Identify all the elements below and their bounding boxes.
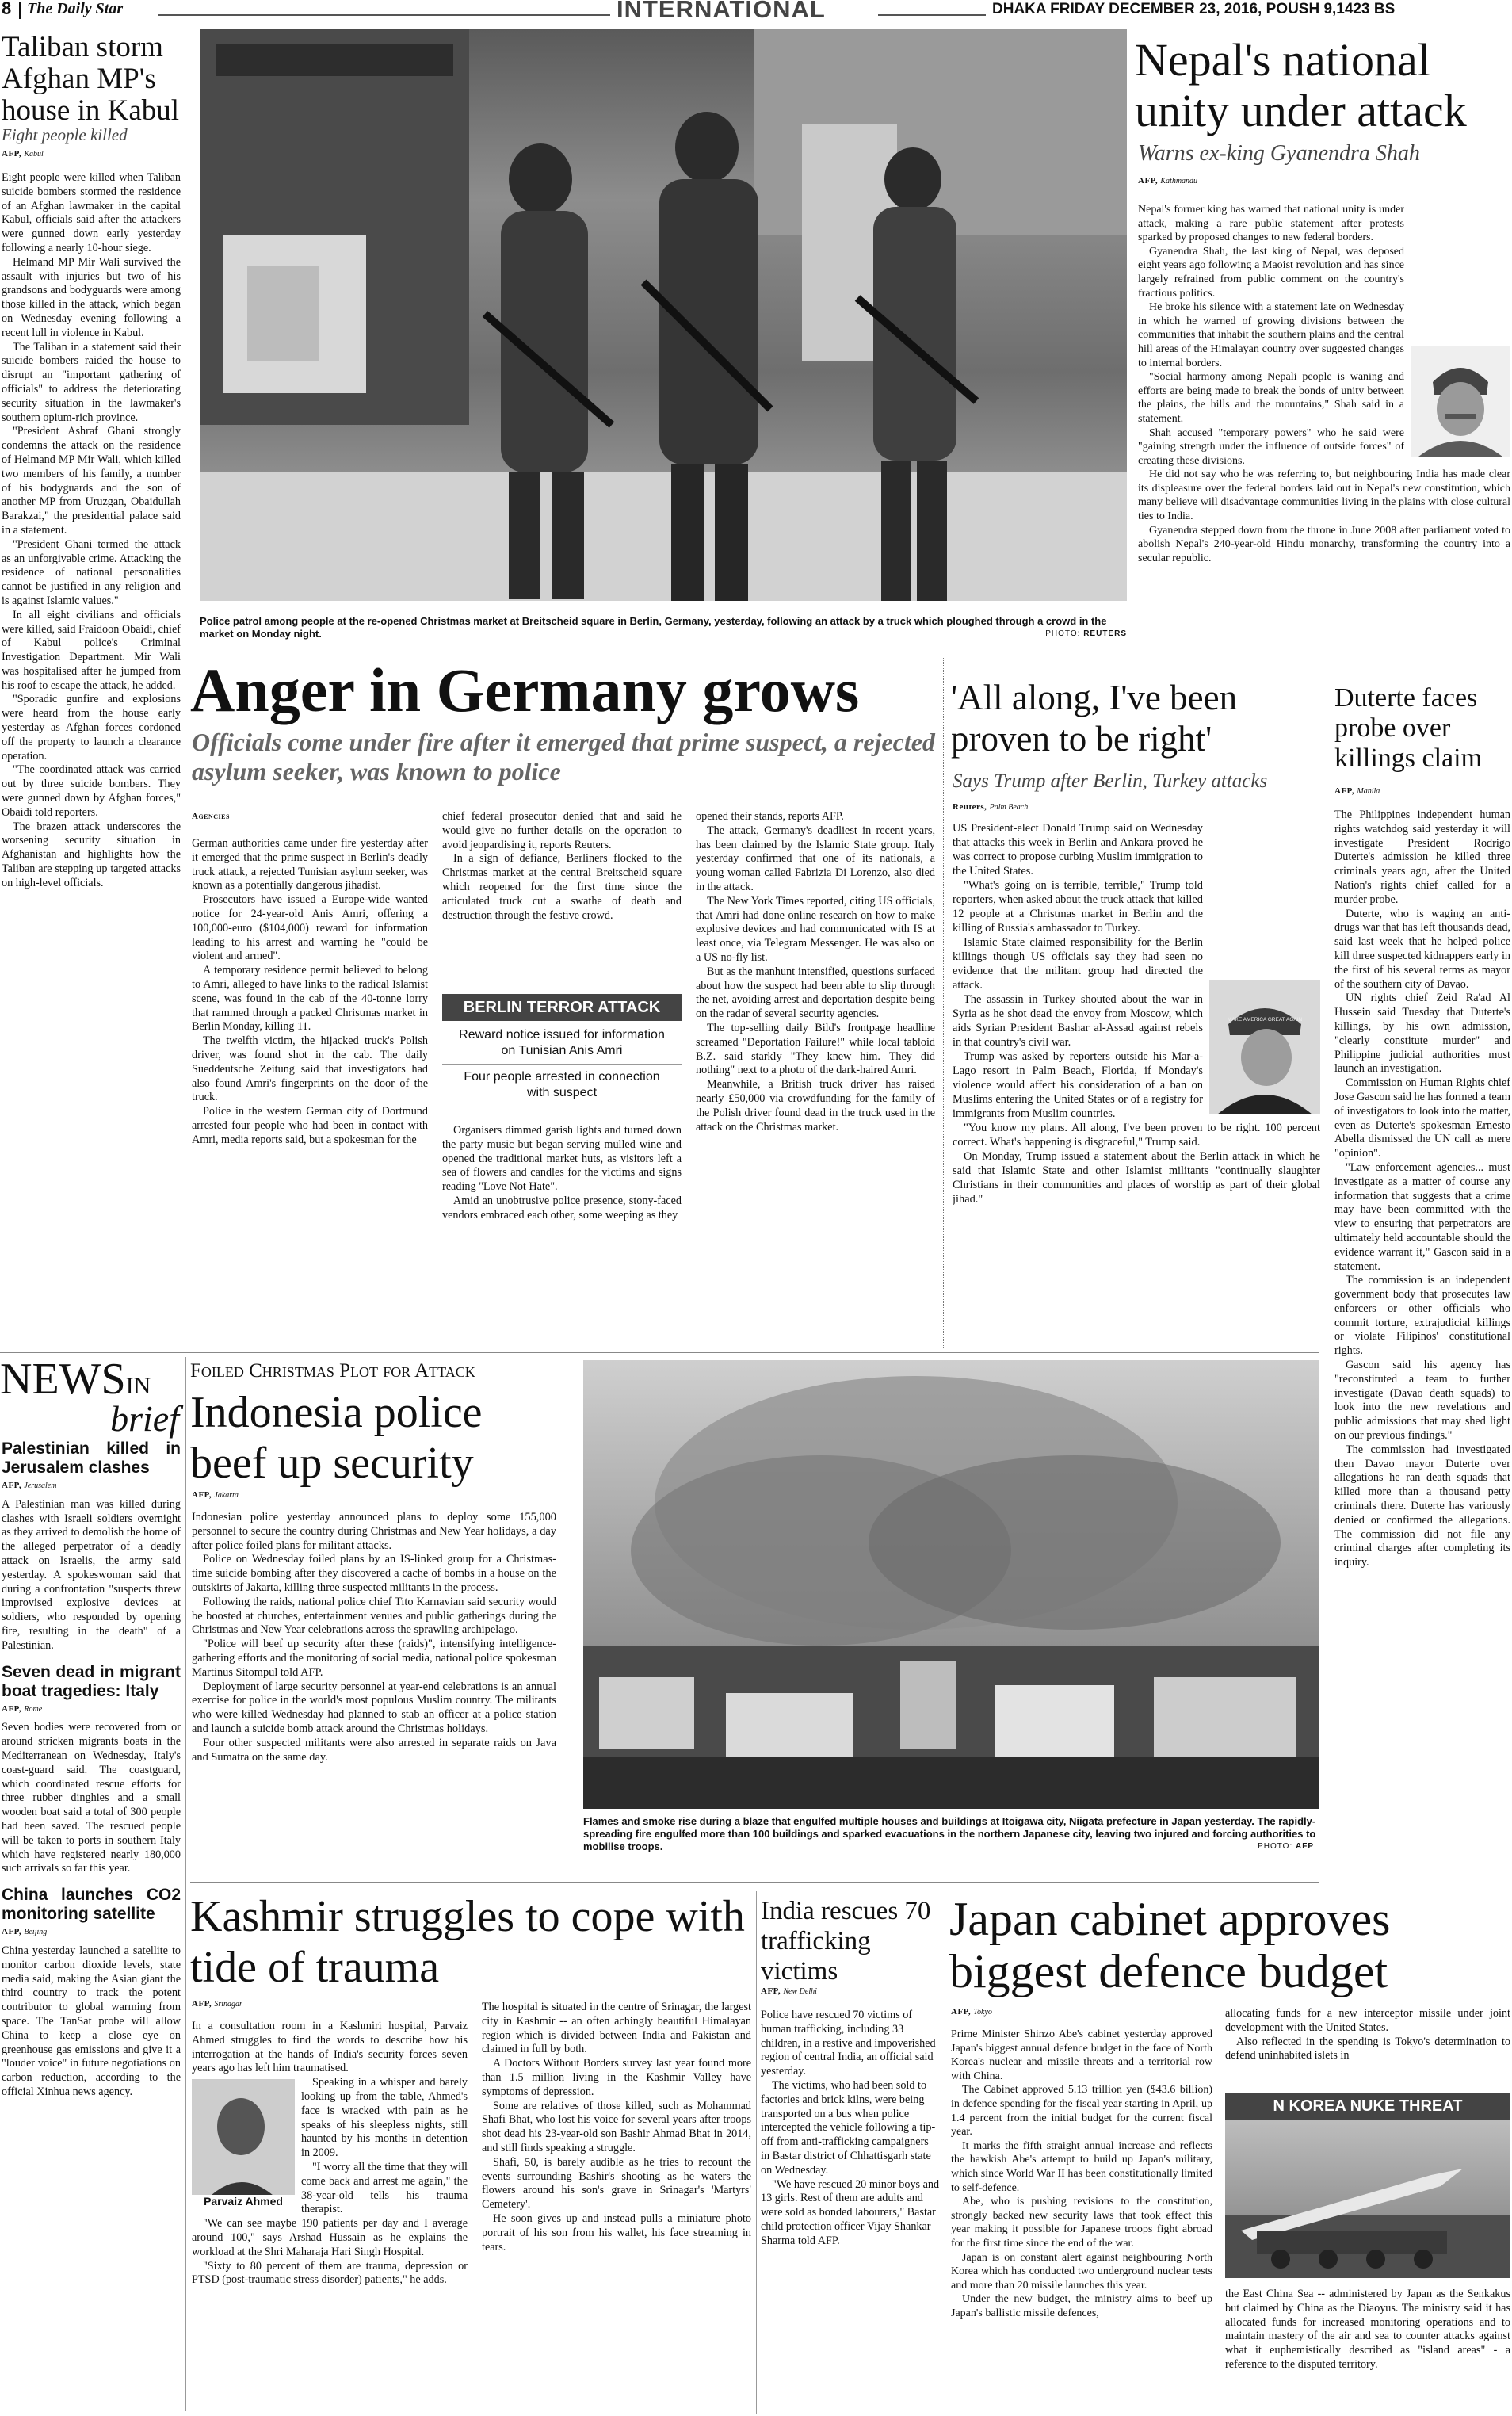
kashmir-paragraph: "We can see maybe 190 patients per day and I average around 100," says Arshad Hussain as he explains the workload at the Shri Maharaja Hari Singh Hospital. (192, 2217, 468, 2258)
germany-headline: Anger in Germany grows (190, 656, 860, 724)
brief-byline: AFP, Jerusalem (2, 1481, 57, 1490)
kashmir-paragraph: A Doctors Without Borders survey last year found more than 1.5 million living in the Kashmir Valley have symptoms of depression. (482, 2057, 751, 2098)
indonesia-headline: Indonesia police beef up security (190, 1388, 483, 1488)
germany-paragraph: opened their stands, reports AFP. (696, 810, 844, 823)
germany-paragraph: A temporary residence permit believed to belong to Amri, alleged to have links to the radical Islamist scene, was found in the cab of the 40-tonne lorry that rammed through a packed Christmas market in Berlin Monday, killing 11. (192, 964, 428, 1034)
news-in-brief-word: NEWS (0, 1355, 126, 1404)
germany-col2-top (442, 810, 682, 1000)
germany-paragraph: Amid an unobtrusive police presence, stony-faced vendors embraced each other, some weeping as they (442, 1194, 682, 1221)
nepal-byline: AFP, Kathmandu (1138, 176, 1198, 185)
trafficking-byline: AFP, New Delhi (761, 1986, 817, 1996)
paper-name: The Daily Star (27, 0, 124, 17)
duterte-paragraph: The commission is an independent government body that prosecutes law enforcers or other officials who commit torture, extrajudicial killings or violate Filipinos' constitutional rights. (1334, 1274, 1510, 1358)
column-divider (185, 1357, 186, 2411)
page-number: 8 (2, 0, 12, 18)
trump-paragraph: "You know my plans. All along, I've been proven to be right. 100 percent correct. What's happening is disgraceful," Trump said. (953, 1122, 1320, 1149)
japan-col2-top (1225, 2007, 1510, 2094)
nepal-paragraph: Gyanendra stepped down from the throne in June 2008 after parliament voted to abolish Nepal's 240-year-old Hindu monarchy, transforming the country into a secular republic. (1138, 524, 1510, 564)
trump-paragraph: The assassin in Turkey shouted about the war in Syria as he shot dead the envoy from Moscow, which aids Syrian President Bashar al-Assad against rebels in that country's civil war. (953, 993, 1203, 1049)
nepal-body (1138, 203, 1510, 655)
indonesia-paragraph: Deployment of large security personnel at year-end celebrations is an annual exercise for police in the world's most populous Muslim country. The militants who were killed Wednesday had planned to stab an officer at a police station and launch a suicide bomb attack around the Christmas holidays. (192, 1680, 556, 1735)
indonesia-body (192, 1511, 556, 1915)
kashmir-paragraph: Some are relatives of those killed, such as Mohammad Shafi Bhat, who lost his voice for several years after troops shot dead his 23-year-old son Bashir Ahmad Bhat in 2014, and still finds speaking a struggle. (482, 2099, 751, 2154)
duterte-headline: Duterte faces probe over killings claim (1334, 683, 1483, 773)
brief-item (2, 1663, 181, 1877)
trump-hat-text: MAKE AMERICA GREAT AGAIN (1227, 1017, 1303, 1023)
trump-photo (1209, 980, 1320, 1114)
duterte-paragraph: "Law enforcement agencies... must investigate as a matter of course any information that suggests that a crime may have been committed with the view to ensuring that perpetrators are ultimately held accountable should the evidence warrant it," Gascon said in a statement. (1334, 1160, 1510, 1273)
trump-headline: 'All along, I've been proven to be right' (951, 678, 1238, 759)
kashmir-paragraph: In a consultation room in a Kashmiri hospital, Parvaiz Ahmed struggles to find the words to describe how his interrogation at the hands of India's security forces seven years ago has left him traumatised. (192, 2020, 468, 2075)
germany-paragraph: Organisers dimmed garish lights and turned down the party music but began serving mulled wine and opened the traditional market huts, as visitors left a sea of flowers and candles for the victims and signs reading "Love Not Hate". (442, 1124, 682, 1194)
germany-col1 (192, 837, 428, 1344)
nepal-king-portrait (1411, 346, 1510, 457)
section-rule (190, 1882, 1319, 1883)
berlin-photo-credit: PHOTO: REUTERS (1045, 629, 1127, 638)
germany-paragraph: The twelfth victim, the hijacked truck's Polish driver, was found shot in the cab. The daily Sueddeutsche Zeitung said that investigators had also found Amri's fingerprints on the door of the truck. (192, 1034, 428, 1104)
germany-paragraph: But as the manhunt intensified, questions surfaced about how the suspect had been able to slip through the net, avoiding arrest and deportation despite being on the radar of several security agencies. (696, 965, 935, 1021)
page-number-divider (19, 2, 21, 19)
kashmir-paragraph: The hospital is situated in the centre of Srinagar, the largest city in Kashmir -- an often achingly beautiful Himalayan region which is divided between India and Pakistan and claimed in full by both. (482, 2001, 751, 2056)
trump-byline: Reuters, Palm Beach (953, 802, 1029, 812)
germany-byline: Agencies (192, 812, 230, 821)
kashmir-paragraph: "I worry all the time that they will come back and arrest me again," the 38-year-old tells his trauma therapist. (301, 2160, 468, 2216)
japan-paragraph: Prime Minister Shinzo Abe's cabinet yesterday approved Japan's biggest annual defence budget in the face of North Korea's nuclear and missile threats and a territorial row with China. (951, 2028, 1212, 2082)
indonesia-paragraph: Police on Wednesday foiled plans by an IS-linked group for a Christmas-time suicide bombing after they discovered a cache of bombs in a house on the outskirts of Jakarta, killing three suspected militants in the process. (192, 1553, 556, 1594)
news-in-brief-title (0, 1355, 182, 1439)
brief-headline: Palestinian killed in Jerusalem clashes (2, 1439, 181, 1477)
kashmir-headline: Kashmir struggles to cope with tide of trauma (190, 1892, 745, 1992)
germany-paragraph: German authorities came under fire yesterday after it emerged that the prime suspect in Berlin's deadly truck attack, a rejected Tunisian asylum seeker, was known as a potentially dangerous jihadist. (192, 837, 428, 893)
taliban-headline: Taliban storm Afghan MP's house in Kabul (2, 31, 180, 127)
nepal-headline: Nepal's national unity under attack (1135, 34, 1467, 136)
japan-byline: AFP, Tokyo (951, 2007, 992, 2017)
japan-paragraph: Abe, who is pushing revisions to the constitution, strongly backed new security laws that took effect this year making it possible for Japanese troops fight abroad for the first time since the end of the war. (951, 2196, 1212, 2250)
trafficking-paragraph: "We have rescued 20 minor boys and 13 girls. Rest of them are adults and were sold as bonded labourers," Bastar child protection officer Vijay Shankar Sharma told AFP. (761, 2177, 940, 2247)
nepal-paragraph: "Social harmony among Nepali people is waning and efforts are being made to break the bonds of unity between the plains, the hills and the mountains," Shah said in a statement. (1138, 371, 1404, 425)
indonesia-paragraph: Following the raids, national police chief Tito Karnavian said security would be boosted at churches, entertainment venues and public gatherings during the Christmas and New Year celebrations across the sprawling archipelago. (192, 1595, 556, 1637)
fire-photo-credit: PHOTO: AFP (1258, 1842, 1314, 1851)
trafficking-headline: India rescues 70 trafficking victims (761, 1897, 931, 1986)
brief-item (2, 1886, 181, 2100)
taliban-byline: AFP, Kabul (2, 149, 44, 159)
nepal-paragraph: Shah accused "temporary powers" who he said were "gaining strength under the influence of outside forces" of creating these divisions. (1138, 426, 1404, 467)
trafficking-paragraph: The victims, who had been sold to factories and brick kilns, were being transported on a bus when police intercepted the vehicle following a tip-off from anti-trafficking campaigners in Bastar district of Chhattisgarh state on Wednesday. (761, 2078, 936, 2177)
trafficking-paragraph: Police have rescued 70 victims of human trafficking, including 33 children, in a restive and impoverished region of central India, an official said yesterday. (761, 2009, 936, 2078)
nkorea-missile-photo (1225, 2120, 1510, 2278)
duterte-body (1334, 809, 1510, 1831)
kashmir-paragraph: "Sixty to 80 percent of them are trauma, depression or PTSD (post-traumatic stress disorder) patients," he adds. (192, 2259, 468, 2287)
dateline: DHAKA FRIDAY DECEMBER 23, 2016, POUSH 9,1423 BS (992, 1, 1396, 17)
nepal-paragraph: He broke his silence with a statement late on Wednesday in which he warned of growing divisions between the communities that inhabit the southern plains and the central hill areas of the Himalayan country over suggested changes to internal borders. (1138, 301, 1404, 369)
trump-portrait (1209, 980, 1320, 1114)
trump-paragraph: Islamic State claimed responsibility for the Berlin killings though US officials say they had seen no evidence that the militant group had directed the attack. (953, 936, 1203, 992)
duterte-paragraph: Gascon said his agency has "reconstituted a team to further investigate (Davao death squads) to look into the new revelations and public admissions that may shed light on our previous findings." (1334, 1359, 1510, 1443)
japan-col1 (951, 2028, 1212, 2416)
berlin-box-title: BERLIN TERROR ATTACK (442, 994, 682, 1021)
nepal-deck: Warns ex-king Gyanendra Shah (1138, 141, 1420, 166)
germany-col2-bottom (442, 1124, 682, 1346)
japan-paragraph: Japan is on constant alert against neighbouring North Korea which has conducted two underground nuclear tests and more than 20 missile launches this year. (951, 2251, 1212, 2292)
brief-headline: Seven dead in migrant boat tragedies: Italy (2, 1662, 181, 1700)
kashmir-paragraph: Shafi, 50, is barely audible as he tries to recount the events surrounding Bashir's shooting as he waters the flowers around his son's grave in Srinagar's 'Martyrs' Cemetery'. (482, 2155, 751, 2211)
duterte-paragraph: The commission had investigated then Davao mayor Duterte over allegations he ran death squads that killed more than a thousand petty criminals there. Duterte has variously denied or confirmed the allegations. The commission did not file any criminal charges after completing its inquiry. (1334, 1443, 1510, 1569)
berlin-box-item: Four people arrested in connection with suspect (464, 1070, 660, 1099)
berlin-box-item: Reward notice issued for information on Tunisian Anis Amri (442, 1021, 682, 1065)
berlin-terror-box (442, 994, 682, 1118)
news-in-brief-body (2, 1439, 181, 2416)
column-divider (943, 658, 945, 1348)
column-divider (756, 1891, 757, 2414)
trump-paragraph: On Monday, Trump issued a statement about the Berlin attack in which he said that Islamic State and other Islamist militants "continually slaughter Christians in their communities and places of worship as part of their global jihad." (953, 1150, 1320, 1206)
taliban-paragraph: "President Ghani termed the attack as an unforgivable crime. Attacking the residence of national personalities cannot be justified in any religion and is against Islamic values." (2, 537, 181, 607)
berlin-photo-caption: Police patrol among people at the re-opened Christmas market at Breitscheid square in Berlin, Germany, yesterday, following an attack by a truck which ploughed through a crowd in the market on Monday night. PHOTO: REUTERS (200, 615, 1127, 640)
indonesia-paragraph: Indonesian police yesterday announced plans to deploy some 155,000 personnel to secure the country during Christmas and New Year holidays, a day after police foiled plans for militant attacks. (192, 1511, 556, 1552)
news-in-brief-in: IN (125, 1373, 151, 1399)
duterte-byline: AFP, Manila (1334, 786, 1380, 796)
germany-paragraph: Prosecutors have issued a Europe-wide wanted notice for 24-year-old Anis Amri, offering a 100,000-euro ($104,000) reward for information leading to his arrest and warning he "could be violent and armed". (192, 893, 428, 963)
japan-col2-bottom (1225, 2288, 1510, 2416)
japan-paragraph: allocating funds for a new interceptor missile under joint development with the United States. (1225, 2007, 1510, 2034)
indonesia-kicker: Foiled Christmas Plot for Attack (190, 1360, 475, 1382)
indonesia-paragraph: "Police will beef up security after these (raids)", intensifying intelligence-gathering efforts and the monitoring of social media, national police spokesman Martinus Sitompul told AFP. (192, 1638, 556, 1679)
trump-paragraph: Trump was asked by reporters outside his Mar-a-Lago resort in Palm Beach, Florida, if Monday's violence would affect his consideration of a ban on Muslims entering the United States or of a registry for immigrants from Muslim countries. (953, 1050, 1203, 1120)
kashmir-col1 (192, 2020, 468, 2416)
taliban-paragraph: "Sporadic gunfire and explosions were heard from the house early yesterday as Afghan forces cordoned off the property to launch a clearance operation. (2, 693, 181, 763)
trump-paragraph: US President-elect Donald Trump said on Wednesday that attacks this week in Berlin and Ankara proved he was correct to propose curbing Muslim immigration to the United States. (953, 822, 1203, 877)
nepal-paragraph: Gyanendra Shah, the last king of Nepal, was deposed eight years ago following a Maoist revolution and has since largely refrained from public comment on the country's fractious politics. (1138, 245, 1404, 300)
taliban-paragraph: In all eight civilians and officials were killed, said Fraidoon Obaidi, chief of Kabul police's Criminal Investigation Department. Mir Wali was hospitalised after he jumped from his roof to escape the attack, he added. (2, 608, 181, 692)
section-rule (0, 1352, 1319, 1353)
nepal-king-photo (1411, 346, 1510, 457)
section-name: INTERNATIONAL (617, 0, 826, 23)
germany-paragraph: The New York Times reported, citing US officials, that Amri had done online research on how to make explosive devices and had communicated with IS at least once, via Telegram Messenger. He was also on a US no-fly list. (696, 894, 935, 964)
nepal-paragraph: Nepal's former king has warned that national unity is under attack, making a rare public statement after protests sparked by proposed changes to new federal borders. (1138, 204, 1404, 244)
germany-paragraph: Police in the western German city of Dortmund arrested four people who had been in contact with Amri, media reports said, but a spokesman for the (192, 1105, 428, 1146)
germany-deck: Officials come under fire after it emerged that prime suspect, a rejected asylum seeker, was known to police (192, 728, 935, 786)
kashmir-photo (192, 2079, 295, 2209)
taliban-deck: Eight people killed (2, 125, 128, 144)
nkorea-box-title: N KOREA NUKE THREAT (1225, 2093, 1510, 2120)
duterte-paragraph: UN rights chief Zeid Ra'ad Al Hussein said Tuesday that Duterte's killings, by his own admission, "clearly constitute murder" and Philippine judicial authorities must launch an investigation. (1334, 992, 1510, 1076)
brief-headline: China launches CO2 monitoring satellite (2, 1886, 181, 1924)
masthead-rule-right (878, 14, 986, 16)
missile-scene (1225, 2120, 1510, 2278)
brief-text: Seven bodies were recovered from or around stricken migrants boats in the Mediterranean on Wednesday, Italy's coast-guard said. The coastguard, which coordinated rescue efforts for three rubber dinghies and a small wooden boat said a total of 300 people had been saved. The rescued people will be taken to ports in southern Italy which have registered nearly 180,000 such arrivals so far this year. (2, 1721, 181, 1875)
trafficking-body (761, 2009, 940, 2416)
nepal-paragraph: He did not say who he was referring to, but neighbouring India has made clear its displeasure over the federal borders laid out in Nepal's new constitution, which many believe will disadvantage communities living in the plains with close cultural ties to India. (1138, 468, 1510, 523)
taliban-paragraph: Helmand MP Mir Wali survived the assault with injuries but two of his grandsons and bodyguards were among those killed in the attack, which began on Wednesday evening following a recent lull in violence in Kabul. (2, 255, 181, 339)
japan-fire-photo (583, 1360, 1319, 1809)
germany-paragraph: Meanwhile, a British truck driver has raised nearly £50,000 via crowdfunding for the family of the Polish driver found dead in the truck used in the attack on the Christmas market. (696, 1078, 935, 1133)
masthead-rule-left (158, 14, 610, 16)
berlin-police-photo (200, 29, 1127, 601)
japan-paragraph: the East China Sea -- administered by Japan as the Senkakus but claimed by China as the Diaoyus. The ministry said it has allocated funds for increased monitoring operations and to maintain mastery of the air and sea to counter attacks against what it euphemistically described as "island areas" - a reference to the disputed territory. (1225, 2288, 1510, 2371)
taliban-paragraph: The Taliban in a statement said their suicide bombers raided the house to disrupt an "important gathering of officials" to address the deteriorating security situation in the lawmaker's southern opium-rich province. (2, 340, 181, 424)
germany-col3 (696, 810, 935, 1349)
masthead (0, 0, 1512, 24)
fire-photo-caption: Flames and smoke rise during a blaze that engulfed multiple houses and buildings at Itoigawa city, Niigata prefecture in Japan yesterday. The rapidly-spreading fire engulfed more than 100 buildings and sparked evacuations in the northern Japanese city, leaving two injured and forcing authorities to mobilise troops. PHOTO: AFP (583, 1815, 1316, 1852)
nkorea-box (1225, 2093, 1510, 2283)
duterte-paragraph: The Philippines independent human rights watchdog said yesterday it will investigate President Rodrigo Duterte's admission he killed three criminals years ago, after the United Nation's rights chief called for a murder probe. (1334, 809, 1510, 906)
japan-headline: Japan cabinet approves biggest defence budget (949, 1893, 1391, 1997)
taliban-paragraph: Eight people were killed when Taliban suicide bombers stormed the residence of an Afghan lawmaker in the capital Kabul, officials said after the attackers were gunned down early yesterday following a nearly 10-hour siege. (2, 171, 181, 254)
japan-paragraph: Under the new budget, the ministry aims to beef up Japan's ballistic missile defences, (951, 2293, 1212, 2319)
taliban-body (2, 171, 181, 1352)
fire-scene (583, 1360, 1319, 1809)
indonesia-byline: AFP, Jakarta (192, 1490, 239, 1500)
duterte-paragraph: Duterte, who is waging an anti-drugs war that has left thousands dead, said last week that he helped police kill three suspected kidnappers early in the first of his several terms as mayor of the southern city of Davao. (1334, 907, 1510, 991)
kashmir-photo-caption: Parvaiz Ahmed (192, 2195, 295, 2209)
duterte-paragraph: Commission on Human Rights chief Jose Gascon said he has formed a team of investigators to look into the matter, even as Duterte's spokesman Ernesto Abella dismissed the UN call as mere "opinion". (1334, 1076, 1510, 1160)
germany-paragraph: In a sign of defiance, Berliners flocked to the Christmas market at the central Breitscheid square which reopened for the first time since the articulated truck cut a swathe of death and destruction through the festive crowd. (442, 852, 682, 922)
indonesia-paragraph: Four other suspected militants were also arrested in separate raids on Java and Sumatra on the same day. (192, 1736, 556, 1764)
trump-body (953, 821, 1320, 1344)
berlin-scene (200, 29, 1127, 601)
japan-paragraph: The Cabinet approved 5.13 trillion yen ($43.6 billion) in defence spending for the fiscal year starting in April, up 1.4 percent from the initial budget for the current fiscal year. (951, 2084, 1212, 2139)
brief-text: China yesterday launched a satellite to monitor carbon dioxide levels, state media said, making the Asian giant the third country to track the potent contributor to global warming from space. The TanSat probe will allow China to keep a close eye on greenhouse gas emissions and give it a "louder voice" in future negotiations on carbon reduction, according to the official Xinhua news agency. (2, 1944, 181, 2098)
brief-text: A Palestinian man was killed during clashes with Israeli soldiers overnight as they arrived to demolish the home of the alleged perpetrator of a deadly attack on Israelis, the army said yesterday. A spokeswoman said that during a confrontation "suspects threw improvised explosive devices at soldiers, who responded by opening fire, resulting in the death" of a Palestinian. (2, 1497, 181, 1652)
taliban-paragraph: "President Ashraf Ghani strongly condemns the attack on the residence of Helmand MP Mir Wali, which killed two members of his family, a number of his bodyguards and the son of another MP from Uruzgan, Obaidullah Barakzai," the presidential palace said in a statement. (2, 425, 181, 537)
taliban-paragraph: The brazen attack underscores the worsening security situation in Afghanistan and highlights how the Taliban are stepping up targeted attacks on high-level officials. (2, 820, 181, 889)
parvaiz-portrait (192, 2079, 295, 2209)
kashmir-byline: AFP, Srinagar (192, 1999, 242, 2009)
brief-byline: AFP, Rome (2, 1703, 43, 1714)
brief-byline: AFP, Beijing (2, 1927, 48, 1937)
brief-item (2, 1439, 181, 1653)
trump-deck: Says Trump after Berlin, Turkey attacks (953, 770, 1268, 792)
germany-paragraph: chief federal prosecutor denied that and said he would give no further details on the operation to avoid jeopardising it, reports Reuters. (442, 810, 682, 851)
taliban-paragraph: "The coordinated attack was carried out by three suicide bombers. They were gunned down by Afghan forces," Obaidi told reporters. (2, 763, 181, 819)
germany-paragraph: The top-selling daily Bild's frontpage headline screamed "Deportation Failure!" while local tabloid B.Z. said starkly "They knew him. They did nothing" next to a photo of the dark-haired Amri. (696, 1021, 935, 1077)
news-in-brief-brief: brief (110, 1398, 179, 1439)
kashmir-paragraph: Speaking in a whisper and barely looking up from the table, Ahmed's face is wracked with pain as he speaks of his sleepless nights, still haunted by his months in detention in 2009. (301, 2076, 468, 2160)
kashmir-col2 (482, 2001, 751, 2416)
japan-paragraph: It marks the fifth straight annual increase and reflects the hawkish Abe's attempt to build up Japan's military, which since World War II has been constitutionally limited to self-defence. (951, 2139, 1212, 2194)
japan-paragraph: Also reflected in the spending is Tokyo's determination to defend uninhabited islets in (1225, 2035, 1510, 2062)
kashmir-paragraph: He soon gives up and instead pulls a miniature photo portrait of his son from his wallet, his face streaming in tears. (482, 2211, 751, 2254)
germany-paragraph: The attack, Germany's deadliest in recent years, has been claimed by the Islamic State group. Italy yesterday confirmed that one of its nationals, a young woman called Fabrizia Di Lorenzo, also died in the attack. (696, 824, 935, 893)
trump-paragraph: "What's going on is terrible, terrible," Trump told reporters, when asked about the truck attack that killed 12 people at a Christmas market in Berlin and the killing of Russia's ambassador to Turkey. (953, 879, 1203, 935)
